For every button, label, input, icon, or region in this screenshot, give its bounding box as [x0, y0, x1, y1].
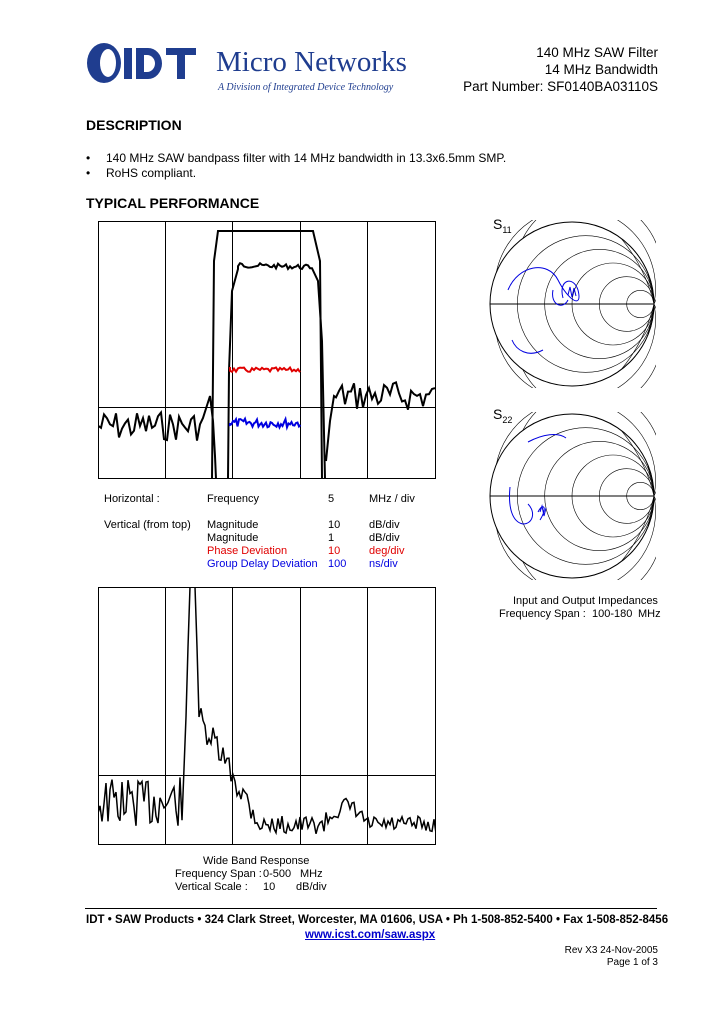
- legend-vertical-label: Vertical (from top): [104, 519, 191, 531]
- website-link[interactable]: www.icst.com/saw.aspx: [305, 929, 436, 941]
- legend-horizontal-label: Horizontal :: [104, 493, 160, 505]
- passband-frame: [99, 222, 436, 479]
- s11-label: $S_{11}$: [493, 216, 512, 235]
- bullet-text: RoHS compliant.: [106, 166, 197, 180]
- wideband-chart: [98, 587, 436, 845]
- legend-row-unit: deg/div: [369, 545, 405, 557]
- wideband-caption: Wide Band Response: [203, 855, 310, 867]
- smith-chart-s11: [488, 220, 656, 388]
- description-heading: DESCRIPTION: [86, 117, 182, 133]
- s22-trace: [510, 435, 566, 524]
- legend-row-value: 100: [328, 558, 347, 570]
- wideband-span-label: Frequency Span :: [175, 868, 262, 880]
- legend-horizontal-unit: MHz / div: [369, 493, 415, 505]
- product-title: 140 MHz SAW Filter: [536, 45, 658, 60]
- part-number: Part Number: SF0140BA03110S: [463, 79, 658, 94]
- smith-span-label: Frequency Span :: [499, 608, 586, 620]
- smith-span-unit: MHz: [638, 608, 661, 620]
- wideband-scale-label: Vertical Scale :: [175, 881, 248, 893]
- product-bandwidth: 14 MHz Bandwidth: [544, 62, 658, 77]
- idt-logo: [86, 42, 214, 84]
- performance-heading: TYPICAL PERFORMANCE: [86, 195, 260, 211]
- brand-division: A Division of Integrated Device Technology: [218, 82, 394, 93]
- legend-row-value: 1: [328, 532, 335, 544]
- wideband-span-unit: MHz: [300, 868, 323, 880]
- legend-row-unit: dB/div: [369, 519, 400, 531]
- smith-grid: [490, 412, 656, 580]
- legend-row-quantity: Magnitude: [207, 519, 259, 531]
- legend-row-value: 10: [328, 545, 341, 557]
- revision: Rev X3 24-Nov-2005: [564, 945, 658, 956]
- legend-horizontal-value: 5: [328, 493, 335, 505]
- wideband-scale-unit: dB/div: [296, 881, 327, 893]
- wideband-span-value: 0-500: [263, 868, 292, 880]
- legend-row-unit: dB/div: [369, 532, 400, 544]
- s11-trace: [508, 268, 579, 354]
- legend-row-unit: ns/div: [369, 558, 398, 570]
- page-number: Page 1 of 3: [606, 957, 658, 968]
- footer-contact: IDT • SAW Products • 324 Clark Street, Worcester, MA 01606, USA • Ph 1-508-852-5400 • Fax 1-508-852-8456: [86, 914, 669, 926]
- wideband-scale-value: 10: [263, 881, 276, 893]
- legend-horizontal-quantity: Frequency: [207, 493, 259, 505]
- legend-row-quantity: Group Delay Deviation: [207, 558, 318, 570]
- brand-name: Micro Networks: [216, 46, 407, 78]
- legend-row-quantity: Phase Deviation: [207, 545, 288, 557]
- s22-label: $S_{22}$: [493, 406, 513, 425]
- passband-chart: [98, 221, 436, 479]
- product-header: [463, 44, 658, 95]
- legend-row-quantity: Magnitude: [207, 532, 259, 544]
- legend-row-value: 10: [328, 519, 341, 531]
- footer-divider: [85, 908, 657, 909]
- smith-grid: [490, 220, 656, 388]
- smith-span-value: 100-180: [592, 608, 633, 620]
- smith-caption: Input and Output Impedances: [513, 595, 658, 607]
- smith-chart-s22: [488, 412, 656, 580]
- bullet-text: 140 MHz SAW bandpass filter with 14 MHz bandwidth in 13.3x6.5mm SMP.: [106, 151, 507, 165]
